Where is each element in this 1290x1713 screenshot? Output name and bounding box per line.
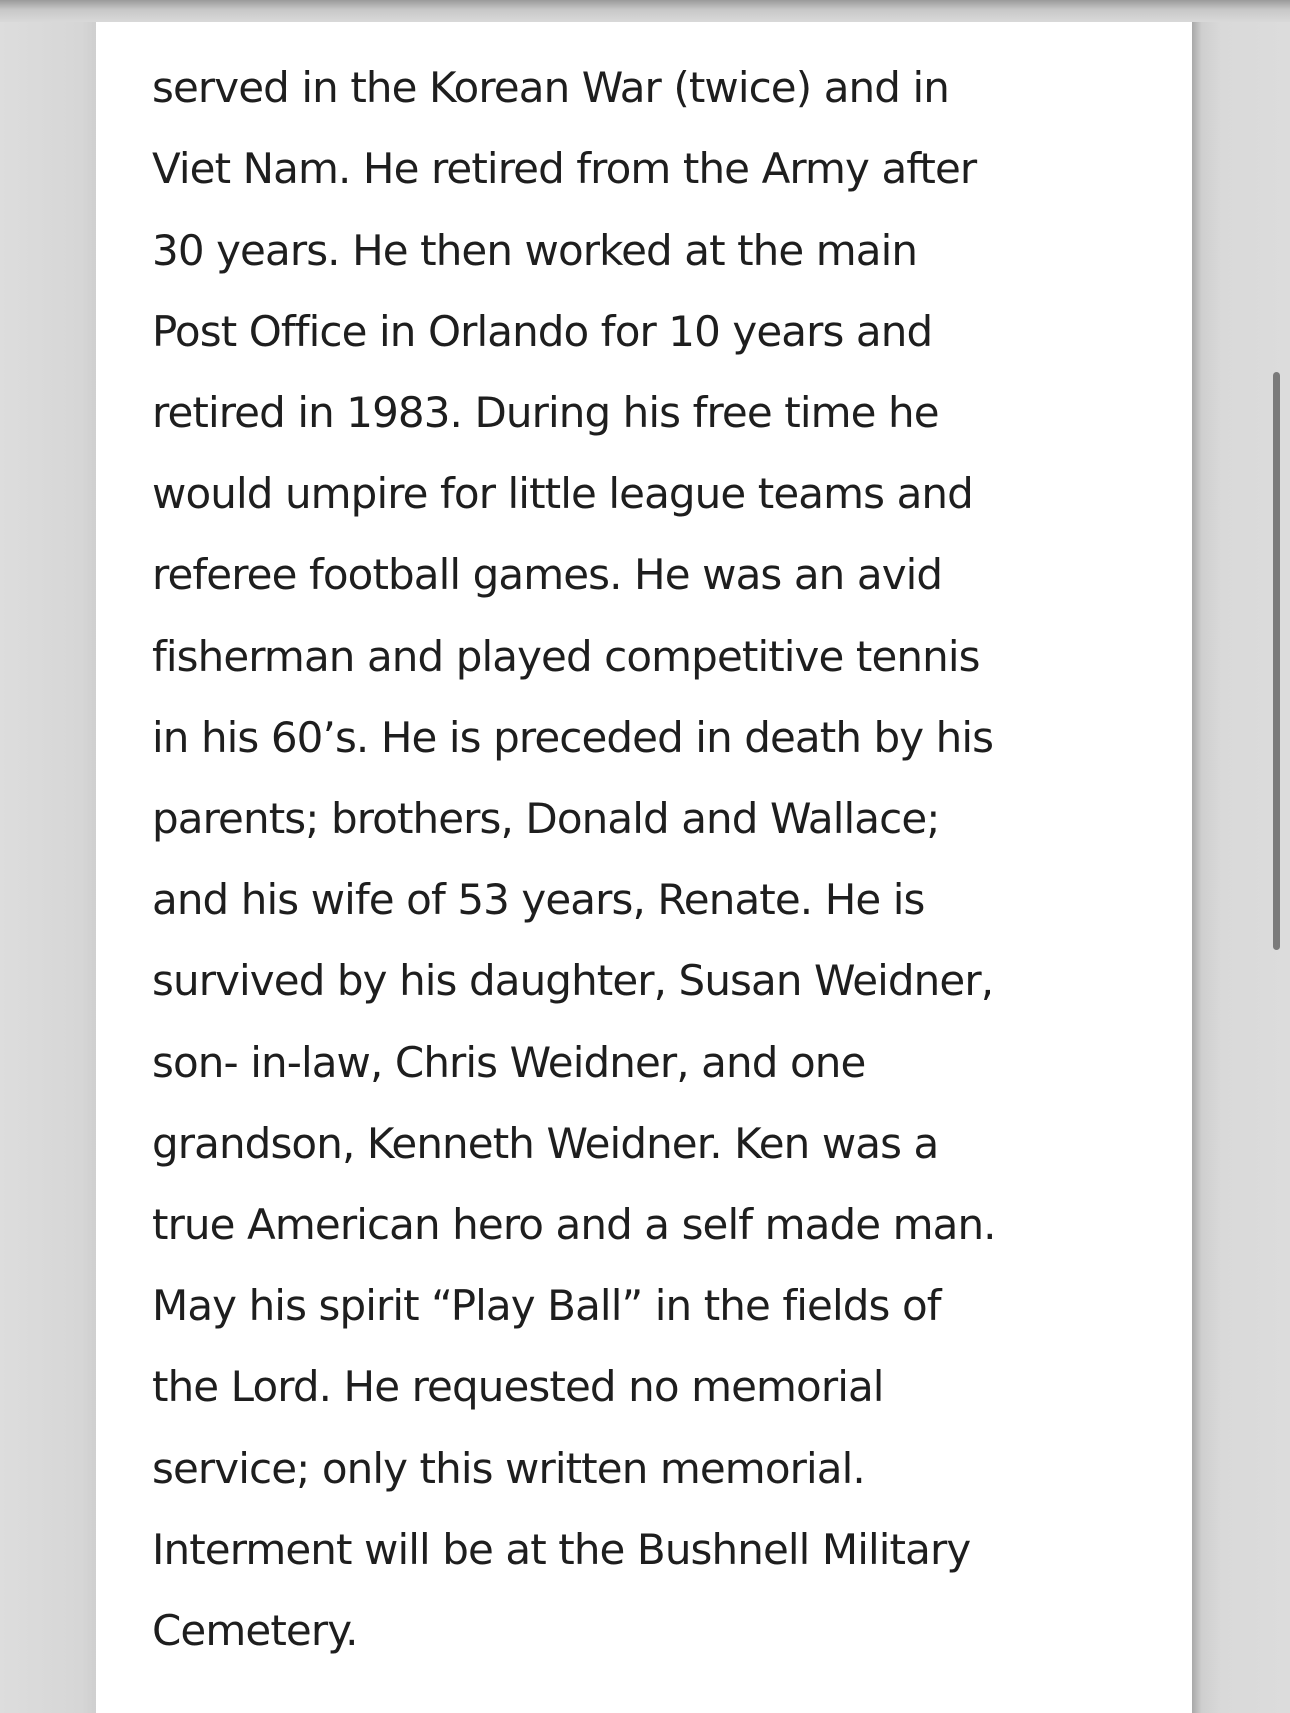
- text-line: in his 60’s. He is preceded in death by his: [152, 712, 994, 762]
- text-line: survived by his daughter, Susan Weidner,: [152, 956, 994, 1006]
- text-line: fisherman and played competitive tennis: [152, 631, 980, 681]
- text-line: May his spirit “Play Ball” in the fields of: [152, 1281, 941, 1331]
- text-line: the Lord. He requested no memorial: [152, 1362, 884, 1412]
- text-line: service; only this written memorial.: [152, 1443, 865, 1493]
- text-line: Viet Nam. He retired from the Army after: [152, 144, 977, 194]
- obituary-text: [152, 0, 1162, 1671]
- text-line: son- in-law, Chris Weidner, and one: [152, 1037, 866, 1087]
- obituary-content-panel: [96, 0, 1192, 1713]
- text-line: would umpire for little league teams and: [152, 469, 973, 519]
- text-line: retired in 1983. During his free time he: [152, 388, 939, 438]
- top-shadow: [0, 0, 1290, 22]
- text-line: parents; brothers, Donald and Wallace;: [152, 794, 940, 844]
- text-line: Interment will be at the Bushnell Military: [152, 1524, 971, 1574]
- left-gutter: [0, 0, 96, 1713]
- text-line: Post Office in Orlando for 10 years and: [152, 306, 933, 356]
- text-line: grandson, Kenneth Weidner. Ken was a: [152, 1118, 939, 1168]
- text-line: referee football games. He was an avid: [152, 550, 943, 600]
- scrollbar-thumb[interactable]: [1273, 372, 1280, 950]
- text-line: 30 years. He then worked at the main: [152, 225, 918, 275]
- text-line: true American hero and a self made man.: [152, 1200, 996, 1250]
- text-line: Cemetery.: [152, 1606, 358, 1656]
- text-line: and his wife of 53 years, Renate. He is: [152, 875, 925, 925]
- text-line: served in the Korean War (twice) and in: [152, 63, 949, 113]
